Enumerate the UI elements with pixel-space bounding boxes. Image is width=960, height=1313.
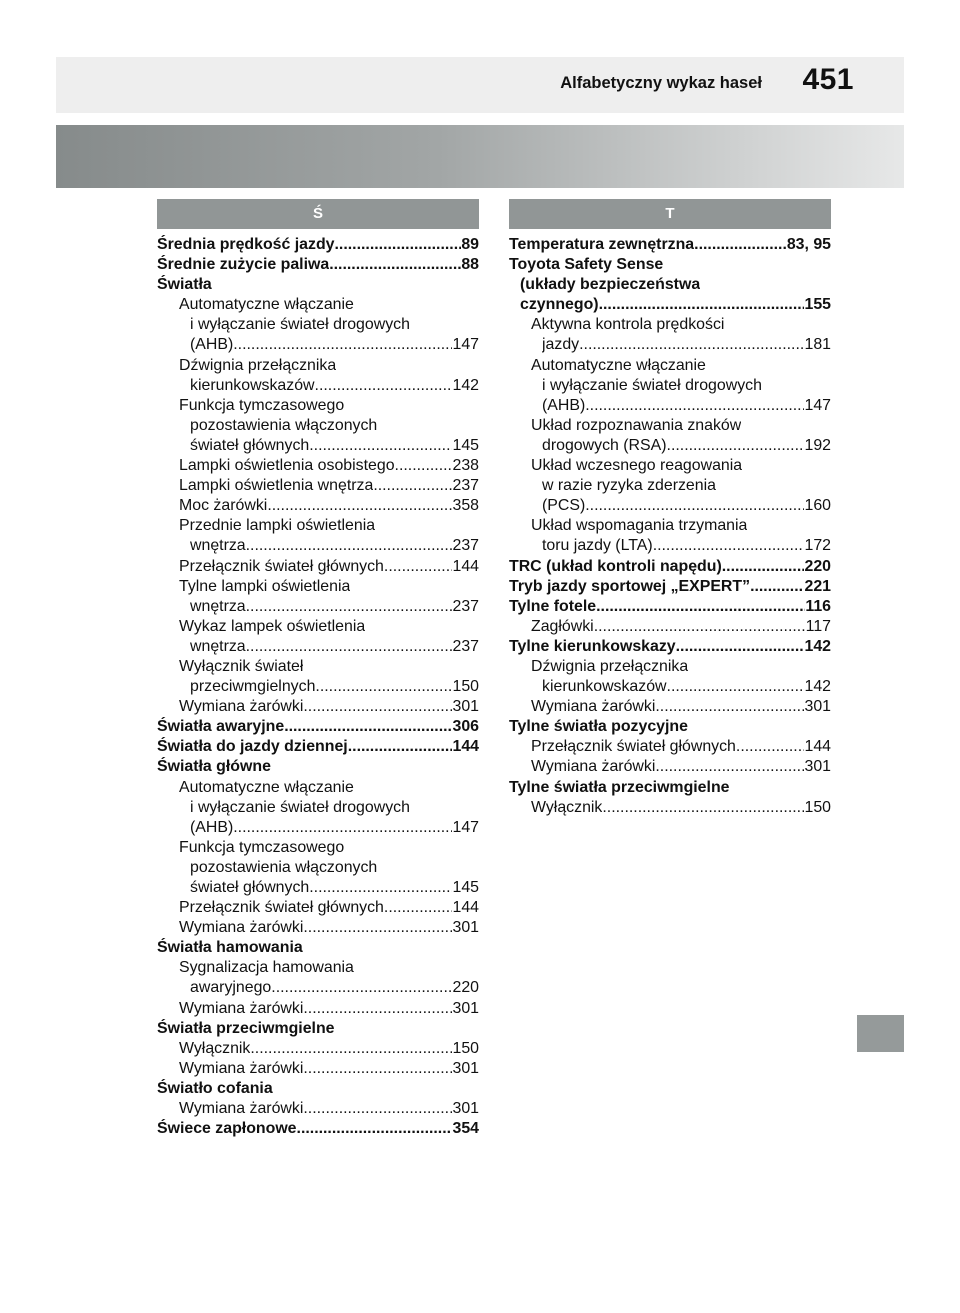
- entry-text: kierunkowskazów: [542, 678, 667, 696]
- dot-leader: [655, 697, 804, 717]
- entry-text: i wyłączanie świateł drogowych: [190, 316, 410, 334]
- index-entry: [509, 737, 831, 757]
- dot-leader: [303, 1099, 452, 1119]
- dot-leader: [384, 898, 453, 918]
- entry-text: Światła hamowania: [157, 939, 303, 957]
- entry-text: przeciwmgielnych: [190, 678, 316, 696]
- page-reference[interactable]: 301: [452, 919, 479, 937]
- index-entry: [157, 878, 479, 898]
- dot-leader: [348, 737, 453, 757]
- page-reference[interactable]: 147: [452, 818, 479, 836]
- index-heading: [157, 295, 479, 315]
- dot-leader: [297, 1119, 453, 1139]
- page-reference[interactable]: 301: [452, 1059, 479, 1077]
- entry-text: (AHB): [190, 336, 234, 354]
- dot-leader: [736, 737, 805, 757]
- index-entry: [509, 536, 831, 556]
- index-entries: [509, 235, 831, 818]
- dot-leader: [722, 557, 805, 577]
- dot-leader: [315, 376, 453, 396]
- index-heading: [157, 617, 479, 637]
- index-entry: [509, 436, 831, 456]
- entry-text: świateł głównych: [190, 879, 310, 896]
- dot-leader: [309, 436, 452, 456]
- page-reference[interactable]: 150: [452, 678, 479, 696]
- index-entry: [509, 577, 831, 597]
- page-reference[interactable]: 150: [804, 798, 831, 816]
- page-reference[interactable]: 221: [804, 577, 831, 595]
- index-entry: [157, 637, 479, 657]
- entry-text: Tryb jazdy sportowej „EXPERT”: [509, 577, 751, 595]
- page-reference[interactable]: 116: [805, 597, 831, 615]
- entry-text: Automatyczne włączanie: [531, 356, 706, 374]
- index-entry: [157, 818, 479, 838]
- dot-leader: [667, 436, 805, 456]
- dot-leader: [667, 677, 805, 697]
- entry-text: Wyłącznik: [179, 1039, 251, 1057]
- dot-leader: [384, 557, 453, 577]
- entry-text: Światła do jazdy dziennej: [157, 738, 348, 756]
- index-heading: [509, 275, 831, 295]
- page-reference[interactable]: 358: [452, 497, 479, 515]
- index-entries: [157, 235, 479, 1139]
- index-heading: [509, 476, 831, 496]
- index-entry: [509, 697, 831, 717]
- index-heading: [509, 657, 831, 677]
- index-heading: [509, 315, 831, 335]
- dot-leader: [250, 1039, 452, 1059]
- page-reference[interactable]: 155: [804, 296, 831, 314]
- page-reference[interactable]: 145: [452, 436, 479, 454]
- index-heading: [157, 938, 479, 958]
- dot-leader: [579, 335, 804, 355]
- page-reference[interactable]: 117: [805, 617, 831, 635]
- entry-text: Wymiana żarówki: [531, 758, 656, 776]
- page-reference[interactable]: 147: [452, 336, 479, 354]
- index-column-s: [157, 199, 479, 1139]
- entry-text: Aktywna kontrola prędkości: [531, 316, 725, 334]
- entry-text: Automatyczne włączanie: [179, 778, 354, 796]
- index-entry: [157, 235, 479, 255]
- dot-leader: [233, 818, 452, 838]
- section-banner: [56, 125, 904, 188]
- page-reference[interactable]: 237: [452, 637, 479, 655]
- entry-text: Układ wspomagania trzymania: [531, 517, 748, 535]
- entry-text: (PCS): [542, 497, 586, 515]
- entry-text: awaryjnego: [190, 979, 272, 997]
- entry-text: Przełącznik świateł głównych: [179, 557, 384, 575]
- page-reference[interactable]: 237: [452, 597, 479, 615]
- index-entry: [157, 1059, 479, 1079]
- dot-leader: [694, 235, 787, 255]
- index-entry: [509, 235, 831, 255]
- index-entry: [157, 376, 479, 396]
- page-reference[interactable]: 145: [452, 879, 479, 896]
- page-reference[interactable]: 147: [804, 396, 831, 414]
- entry-text: czynnego): [520, 296, 599, 314]
- page-reference[interactable]: 237: [452, 477, 479, 495]
- dot-leader: [594, 617, 806, 637]
- entry-text: Wymiana żarówki: [179, 919, 304, 937]
- index-entry: [509, 798, 831, 818]
- index-entry: [157, 436, 479, 456]
- entry-text: Temperatura zewnętrzna: [509, 236, 695, 253]
- index-heading: [509, 717, 831, 737]
- dot-leader: [233, 335, 452, 355]
- entry-text: Przełącznik świateł głównych: [531, 738, 736, 756]
- entry-text: Układ wczesnego reagowania: [531, 457, 743, 475]
- index-heading: [509, 356, 831, 376]
- index-heading: [157, 657, 479, 677]
- index-heading: [157, 516, 479, 536]
- entry-text: i wyłączanie świateł drogowych: [542, 376, 762, 394]
- entry-text: Tylne kierunkowskazy: [509, 637, 676, 655]
- entry-text: Lampki oświetlenia wnętrza: [179, 477, 374, 495]
- entry-text: Światła przeciwmgielne: [157, 1019, 335, 1037]
- page-reference[interactable]: 238: [452, 457, 479, 475]
- page-title: Alfabetyczny wykaz haseł: [560, 74, 762, 92]
- dot-leader: [309, 878, 452, 898]
- page-number: 451: [802, 63, 854, 96]
- dot-leader: [271, 978, 452, 998]
- entry-text: Moc żarówki: [179, 497, 268, 515]
- entry-text: Wyłącznik świateł: [179, 657, 304, 675]
- index-entry: [157, 737, 479, 757]
- entry-text: Tylne światła przeciwmgielne: [509, 778, 730, 796]
- entry-text: Średnia prędkość jazdy: [157, 236, 335, 253]
- entry-text: Lampki oświetlenia osobistego: [179, 457, 395, 475]
- entry-text: Wyłącznik: [531, 798, 603, 816]
- entry-text: wnętrza: [190, 637, 246, 655]
- index-entry: [157, 456, 479, 476]
- index-entry: [509, 757, 831, 777]
- dot-leader: [596, 597, 805, 617]
- page-reference[interactable]: 142: [804, 637, 831, 655]
- entry-text: (AHB): [542, 396, 586, 414]
- index-entry: [157, 1119, 479, 1139]
- dot-leader: [246, 637, 453, 657]
- page-reference[interactable]: 181: [804, 336, 831, 354]
- index-entry: [157, 255, 479, 275]
- entry-text: świateł głównych: [190, 436, 310, 454]
- entry-text: w razie ryzyka zderzenia: [542, 477, 716, 495]
- entry-text: (układy bezpieczeństwa: [520, 276, 701, 294]
- index-entry: [157, 496, 479, 516]
- index-heading: [157, 577, 479, 597]
- page-reference[interactable]: 142: [804, 678, 831, 696]
- entry-text: Przednie lampki oświetlenia: [179, 517, 376, 535]
- index-heading: [509, 516, 831, 536]
- entry-text: Układ rozpoznawania znaków: [531, 416, 742, 434]
- page-reference[interactable]: 142: [452, 376, 479, 394]
- index-entry: [157, 597, 479, 617]
- dot-leader: [246, 597, 453, 617]
- index-entry: [157, 335, 479, 355]
- entry-text: Przełącznik świateł głównych: [179, 899, 384, 917]
- index-heading: [157, 778, 479, 798]
- entry-text: Tylne lampki oświetlenia: [179, 577, 351, 595]
- entry-text: Wymiana żarówki: [179, 999, 304, 1017]
- index-heading: [157, 1079, 479, 1099]
- dot-leader: [653, 536, 805, 556]
- dot-leader: [303, 697, 452, 717]
- dot-leader: [335, 235, 462, 255]
- entry-text: jazdy: [542, 336, 580, 354]
- index-entry: [157, 978, 479, 998]
- dot-leader: [655, 757, 804, 777]
- page-reference[interactable]: 89: [461, 236, 479, 253]
- index-heading: [509, 255, 831, 275]
- dot-leader: [599, 295, 805, 315]
- entry-text: toru jazdy (LTA): [542, 537, 653, 555]
- entry-text: Tylne fotele: [509, 597, 597, 615]
- index-entry: [509, 597, 831, 617]
- entry-text: TRC (układ kontroli napędu): [509, 557, 722, 575]
- index-entry: [157, 1099, 479, 1119]
- index-entry: [157, 898, 479, 918]
- entry-text: wnętrza: [190, 537, 246, 555]
- dot-leader: [585, 396, 804, 416]
- page-reference[interactable]: 144: [452, 899, 479, 917]
- dot-leader: [373, 476, 452, 496]
- entry-text: Światło cofania: [157, 1079, 273, 1097]
- page-reference[interactable]: 220: [452, 979, 479, 997]
- index-entry: [509, 637, 831, 657]
- index-heading: [509, 376, 831, 396]
- dot-leader: [329, 255, 461, 275]
- page-reference[interactable]: 172: [804, 537, 831, 555]
- page-reference[interactable]: 220: [804, 557, 831, 575]
- index-heading: [157, 958, 479, 978]
- dot-leader: [303, 1059, 452, 1079]
- page-reference[interactable]: 144: [452, 557, 479, 575]
- index-heading: [157, 356, 479, 376]
- dot-leader: [676, 637, 805, 657]
- entry-text: Funkcja tymczasowego: [179, 838, 345, 856]
- entry-text: Wymiana żarówki: [179, 698, 304, 716]
- index-heading: [157, 416, 479, 436]
- dot-leader: [602, 798, 804, 818]
- letter-heading: Ś: [157, 199, 479, 229]
- entry-text: Zagłówki: [531, 617, 594, 635]
- index-entry: [157, 918, 479, 938]
- entry-text: Automatyczne włączanie: [179, 296, 354, 314]
- index-entry: [157, 717, 479, 737]
- index-entry: [157, 677, 479, 697]
- index-entry: [157, 557, 479, 577]
- page-reference[interactable]: 301: [452, 999, 479, 1017]
- index-heading: [157, 315, 479, 335]
- entry-text: Świece zapłonowe: [157, 1120, 297, 1138]
- index-heading: [157, 275, 479, 295]
- index-entry: [157, 1039, 479, 1059]
- entry-text: Tylne światła pozycyjne: [509, 718, 688, 736]
- index-entry: [509, 677, 831, 697]
- entry-text: Światła główne: [157, 758, 271, 776]
- page-reference[interactable]: 192: [804, 436, 831, 454]
- page-reference[interactable]: 306: [452, 718, 479, 736]
- entry-text: Wymiana żarówki: [179, 1100, 304, 1118]
- page-reference[interactable]: 144: [452, 738, 479, 756]
- page-reference[interactable]: 88: [461, 256, 479, 274]
- index-entry: [157, 697, 479, 717]
- index-entry: [509, 396, 831, 416]
- entry-text: (AHB): [190, 818, 234, 836]
- page-reference[interactable]: 150: [452, 1039, 479, 1057]
- entry-text: Wymiana żarówki: [179, 1059, 304, 1077]
- dot-leader: [395, 456, 453, 476]
- page-reference[interactable]: 301: [452, 1100, 479, 1118]
- index-heading: [509, 416, 831, 436]
- entry-text: wnętrza: [190, 597, 246, 615]
- entry-text: drogowych (RSA): [542, 436, 667, 454]
- index-entry: [509, 335, 831, 355]
- index-heading: [157, 838, 479, 858]
- entry-text: Wymiana żarówki: [531, 698, 656, 716]
- entry-text: Wykaz lampek oświetlenia: [179, 617, 366, 635]
- entry-text: Toyota Safety Sense: [509, 256, 664, 274]
- index-heading: [509, 456, 831, 476]
- index-entry: [157, 536, 479, 556]
- entry-text: pozostawienia włączonych: [190, 416, 378, 434]
- index-heading: [509, 778, 831, 798]
- page-header: [56, 57, 904, 113]
- index-entry: [157, 476, 479, 496]
- entry-text: kierunkowskazów: [190, 376, 315, 394]
- index-column-t: [509, 199, 831, 818]
- entry-text: Funkcja tymczasowego: [179, 396, 345, 414]
- index-entry: [509, 557, 831, 577]
- index-heading: [157, 858, 479, 878]
- page-reference[interactable]: 301: [804, 758, 831, 776]
- index-entry: [509, 617, 831, 637]
- entry-text: Dźwignia przełącznika: [179, 356, 337, 374]
- index-entry: [509, 496, 831, 516]
- dot-leader: [246, 536, 453, 556]
- index-heading: [157, 1019, 479, 1039]
- entry-text: Światła awaryjne: [157, 718, 285, 736]
- index-heading: [157, 798, 479, 818]
- index-entry: [157, 999, 479, 1019]
- page-reference[interactable]: 301: [452, 698, 479, 716]
- page-reference[interactable]: 83, 95: [786, 236, 831, 253]
- dot-leader: [585, 496, 804, 516]
- page-reference[interactable]: 237: [452, 537, 479, 555]
- letter-heading: T: [509, 199, 831, 229]
- dot-leader: [750, 577, 804, 597]
- chapter-tab: [857, 1015, 904, 1052]
- dot-leader: [315, 677, 452, 697]
- dot-leader: [303, 918, 452, 938]
- dot-leader: [284, 717, 452, 737]
- page-reference[interactable]: 354: [452, 1120, 479, 1138]
- entry-text: Średnie zużycie paliwa: [157, 256, 330, 274]
- entry-text: Dźwignia przełącznika: [531, 657, 689, 675]
- index-heading: [157, 396, 479, 416]
- dot-leader: [267, 496, 452, 516]
- page-reference[interactable]: 144: [804, 738, 831, 756]
- entry-text: i wyłączanie świateł drogowych: [190, 798, 410, 816]
- entry-text: Światła: [157, 276, 212, 294]
- entry-text: Sygnalizacja hamowania: [179, 959, 354, 977]
- index-heading: [157, 757, 479, 777]
- page-reference[interactable]: 160: [804, 497, 831, 515]
- dot-leader: [303, 999, 452, 1019]
- page-reference[interactable]: 301: [804, 698, 831, 716]
- index-entry: [509, 295, 831, 315]
- entry-text: pozostawienia włączonych: [190, 858, 378, 876]
